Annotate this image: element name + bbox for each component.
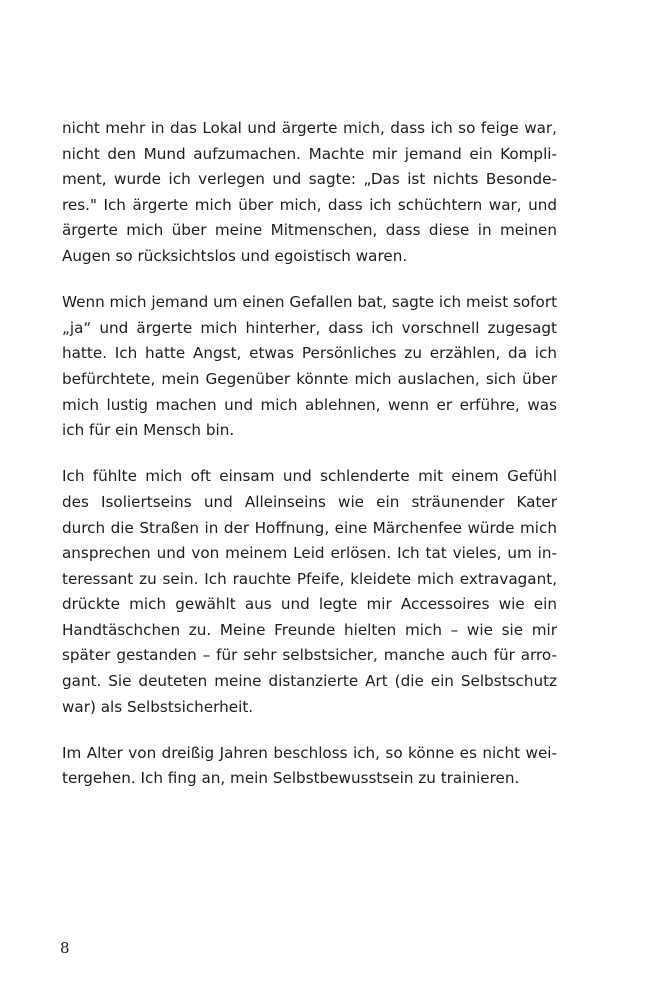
text-line: gant. Sie deuteten meine distanzierte Art (die ein Selbstschutz xyxy=(62,672,557,691)
text-line: Wenn mich jemand um einen Gefallen bat, sagte ich meist sofort xyxy=(62,293,558,312)
text-line: ich für ein Mensch bin. xyxy=(62,421,235,440)
text-line: nicht mehr in das Lokal und ärgerte mich, dass ich so feige war, xyxy=(62,119,557,137)
paragraph-1 xyxy=(62,116,557,270)
paragraph-gap xyxy=(62,444,557,465)
text-line: hatte. Ich hatte Angst, etwas Persönliches zu erzählen, da ich xyxy=(62,344,557,363)
paragraph-2 xyxy=(62,290,557,444)
text-line: Handtäschchen zu. Meine Freunde hielten mich – wie sie mir xyxy=(62,620,557,639)
paragraph-4 xyxy=(62,741,557,792)
text-line: tergehen. Ich fing an, mein Selbstbewusstsein zu trainieren. xyxy=(62,769,520,788)
text-line: Im Alter von dreißig Jahren beschloss ich, so könne es nicht wei- xyxy=(62,743,557,762)
text-line: „ja“ und ärgerte mich hinterher, dass ich vorschnell zugesagt xyxy=(62,318,557,337)
text-line: befürchtete, mein Gegenüber könnte mich auslachen, sich über xyxy=(62,369,557,388)
page-number: 8 xyxy=(60,939,70,957)
text-line: später gestanden – für sehr selbstsicher, manche auch für arro- xyxy=(62,646,557,665)
text-line: ärgerte mich über meine Mitmenschen, dass diese in meinen xyxy=(62,221,557,240)
paragraph-3 xyxy=(62,464,557,720)
text-line: Augen so rücksichtslos und egoistisch waren. xyxy=(62,246,408,265)
text-line: mich lustig machen und mich ablehnen, wenn er erführe, was xyxy=(62,395,557,414)
paragraph-gap xyxy=(62,270,557,291)
text-line: des Isoliertseins und Alleinseins wie ein sträunender Kater xyxy=(62,492,557,511)
paragraph-gap xyxy=(62,720,557,741)
text-line: war) als Selbstsicherheit. xyxy=(62,697,254,716)
text-line: res." Ich ärgerte mich über mich, dass ich schüchtern war, und xyxy=(62,195,557,214)
body-text xyxy=(62,116,557,792)
text-line: durch die Straßen in der Hoffnung, eine Märchenfee würde mich xyxy=(62,518,557,537)
text-line: nicht den Mund aufzumachen. Machte mir jemand ein Kompli- xyxy=(62,144,557,163)
text-line: ment, wurde ich verlegen und sagte: „Das ist nichts Besonde- xyxy=(62,170,557,189)
text-line: drückte mich gewählt aus und legte mir Accessoires wie ein xyxy=(62,595,557,614)
text-line: ansprechen und von meinem Leid erlösen. Ich tat vieles, um in- xyxy=(62,544,557,563)
text-line: teressant zu sein. Ich rauchte Pfeife, kleidete mich extravagant, xyxy=(62,569,557,588)
text-line: Ich fühlte mich oft einsam und schlenderte mit einem Gefühl xyxy=(62,467,557,486)
